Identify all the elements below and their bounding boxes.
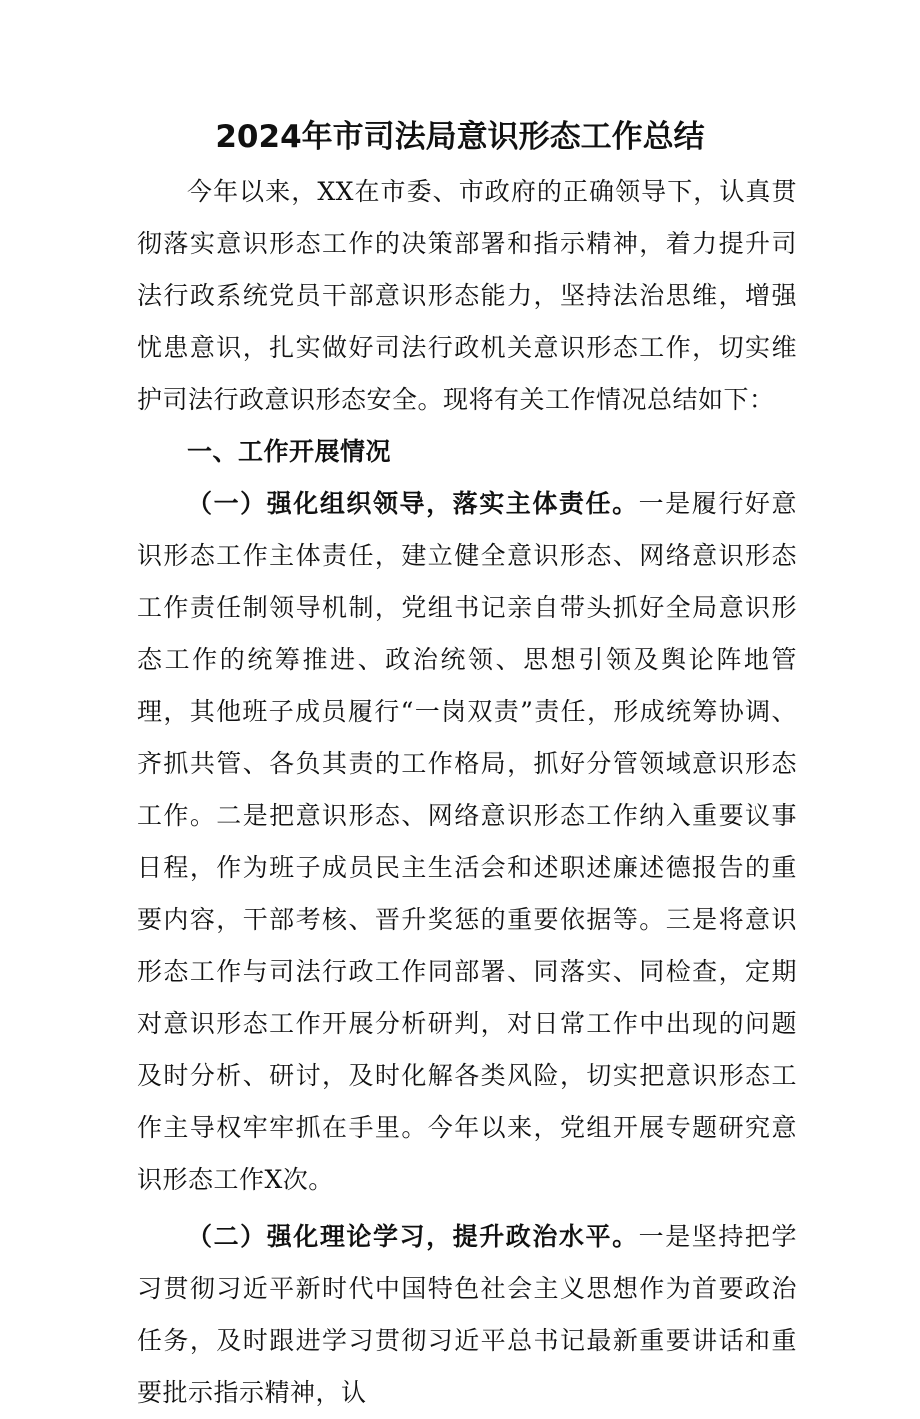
item-lead-1: （一）强化组织领导，落实主体责任。 xyxy=(187,489,639,518)
item-paragraph-1 xyxy=(137,478,797,1206)
item-lead-2: （二）强化理论学习，提升政治水平。 xyxy=(187,1222,639,1251)
item-text-2: 一是坚持把学习贯彻习近平新时代中国特色社会主义思想作为首要政治任务，及时跟进学习贯彻习近平总书记最新重要讲话和重要批示指示精神，认 xyxy=(137,1222,797,1407)
item-text-1: 一是履行好意识形态工作主体责任，建立健全意识形态、网络意识形态工作责任制领导机制，党组书记亲自带头抓好全局意识形态工作的统筹推进、政治统领、思想引领及舆论阵地管理，其他班子成员履行“一岗双责”责任，形成统筹协调、齐抓共管、各负其责的工作格局，抓好分管领域意识形态工作。二是把意识形态、网络意识形态工作纳入重要议事日程，作为班子成员民主生活会和述职述廉述德报告的重要内容，干部考核、晋升奖惩的重要依据等。三是将意识形态工作与司法行政工作同部署、同落实、同检查，定期对意识形态工作开展分析研判，对日常工作中出现的问题及时分析、研讨，及时化解各类风险，切实把意识形态工作主导权牢牢抓在手里。今年以来，党组开展专题研究意识形态工作X次。 xyxy=(137,489,797,1194)
item-paragraph-2 xyxy=(137,1211,797,1419)
document-body xyxy=(137,166,797,1419)
document-title: 2024年市司法局意识形态工作总结 xyxy=(215,119,705,155)
section-heading: 一、工作开展情况 xyxy=(187,437,392,466)
intro-paragraph: 今年以来，XX在市委、市政府的正确领导下，认真贯彻落实意识形态工作的决策部署和指示精神，着力提升司法行政系统党员干部意识形态能力，坚持法治思维，增强忧患意识，扎实做好司法行政机关意识形态工作，切实维护司法行政意识形态安全。现将有关工作情况总结如下： xyxy=(137,177,797,414)
